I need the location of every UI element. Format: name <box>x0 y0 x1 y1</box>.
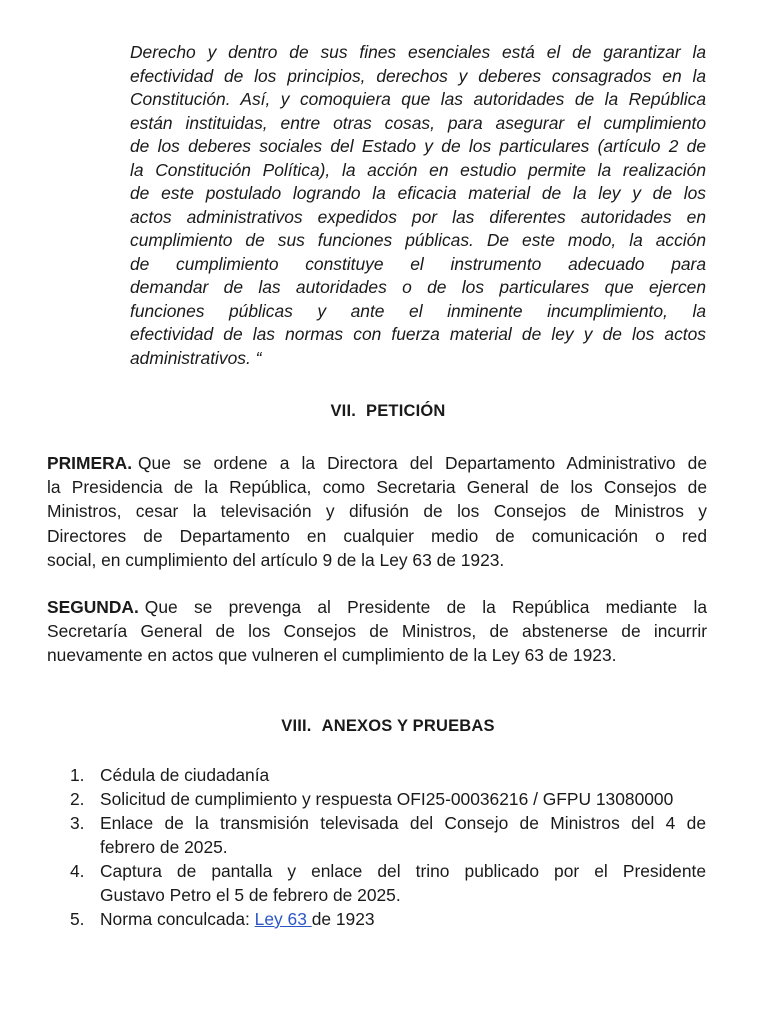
para-line: la Presidencia de la República, como Secretaria General de los Consejos de <box>47 477 707 498</box>
section-title: PETICIÓN <box>366 402 446 420</box>
list-number: 3. <box>70 813 85 833</box>
ley-63-link[interactable]: Ley 63 <box>254 909 312 929</box>
list-item-text: Gustavo Petro el 5 de febrero de 2025. <box>100 885 401 905</box>
petition-label: SEGUNDA. <box>47 597 139 617</box>
section-heading-peticion <box>0 402 776 421</box>
quote-line: efectividad de los principios, derechos y deberes consagrados en la <box>130 65 706 86</box>
annex-list <box>70 763 706 931</box>
quoted-jurisprudence <box>130 41 706 370</box>
list-item <box>70 907 706 931</box>
list-item <box>70 811 706 859</box>
para-text: Que se ordene a la Directora del Departamento Administrativo de <box>138 453 707 473</box>
quote-line: de cumplimiento constituye el instrumento adecuado para <box>130 253 706 274</box>
quote-line: Derecho y dentro de sus fines esenciales está el de garantizar la <box>130 42 706 62</box>
quote-line: Constitución. Así, y comoquiera que las autoridades de la República <box>130 89 706 109</box>
para-line: Directores de Departamento en cualquier medio de comunicación o red <box>47 525 707 546</box>
list-number: 1. <box>70 765 85 785</box>
annex-suffix: de 1923 <box>311 909 375 929</box>
para-line <box>47 595 707 619</box>
quote-line: de este postulado logrando la eficacia material de la ley y de los <box>130 183 706 203</box>
para-line: nuevamente en actos que vulneren el cumplimiento de la Ley 63 de 1923. <box>47 645 617 666</box>
list-item-text <box>100 907 706 931</box>
list-item-text: Enlace de la transmisión televisada del Consejo de Ministros del 4 de <box>100 813 706 833</box>
list-item-text: febrero de 2025. <box>100 837 228 857</box>
quote-line: actos administrativos expedidos por las diferentes autoridades en <box>130 206 706 227</box>
petition-segunda <box>47 595 707 668</box>
quote-line: la Constitución Política), la acción en estudio permite la realización <box>130 159 706 180</box>
list-item-text: Solicitud de cumplimiento y respuesta OFI25-00036216 / GFPU 13080000 <box>100 789 674 809</box>
quote-line: funciones públicas y ante el inminente incumplimiento, la <box>130 300 706 321</box>
section-number: VIII. <box>281 717 312 735</box>
list-item <box>70 763 706 787</box>
quote-line: están instituidas, entre otras cosas, para asegurar el cumplimiento <box>130 112 706 133</box>
list-item <box>70 787 706 811</box>
petition-primera <box>47 451 707 572</box>
para-line: Ministros, cesar la televisación y difusión de los Consejos de Ministros y <box>47 501 707 522</box>
quote-line: cumplimiento de sus funciones públicas. De este modo, la acción <box>130 230 706 250</box>
quote-line: administrativos. “ <box>130 347 262 368</box>
quote-line: efectividad de las normas con fuerza material de ley y de los actos <box>130 324 706 344</box>
list-number: 4. <box>70 861 85 881</box>
quote-line: demandar de las autoridades o de los particulares que ejercen <box>130 277 706 297</box>
para-line: social, en cumplimiento del artículo 9 de la Ley 63 de 1923. <box>47 549 505 570</box>
para-line: Secretaría General de los Consejos de Ministros, de abstenerse de incurrir <box>47 621 707 642</box>
para-line <box>47 451 707 475</box>
annex-prefix: Norma conculcada: <box>100 909 255 929</box>
list-number: 5. <box>70 909 85 929</box>
section-title: ANEXOS Y PRUEBAS <box>321 717 495 735</box>
list-item <box>70 859 706 907</box>
list-number: 2. <box>70 789 85 809</box>
list-item-text: Captura de pantalla y enlace del trino publicado por el Presidente <box>100 861 706 881</box>
quote-line: de los deberes sociales del Estado y de los particulares (artículo 2 de <box>130 136 706 156</box>
section-heading-anexos <box>0 717 776 736</box>
list-item-text: Cédula de ciudadanía <box>100 765 270 785</box>
section-number: VII. <box>330 402 357 420</box>
petition-label: PRIMERA. <box>47 453 133 473</box>
para-text: Que se prevenga al Presidente de la República mediante la <box>144 597 707 617</box>
